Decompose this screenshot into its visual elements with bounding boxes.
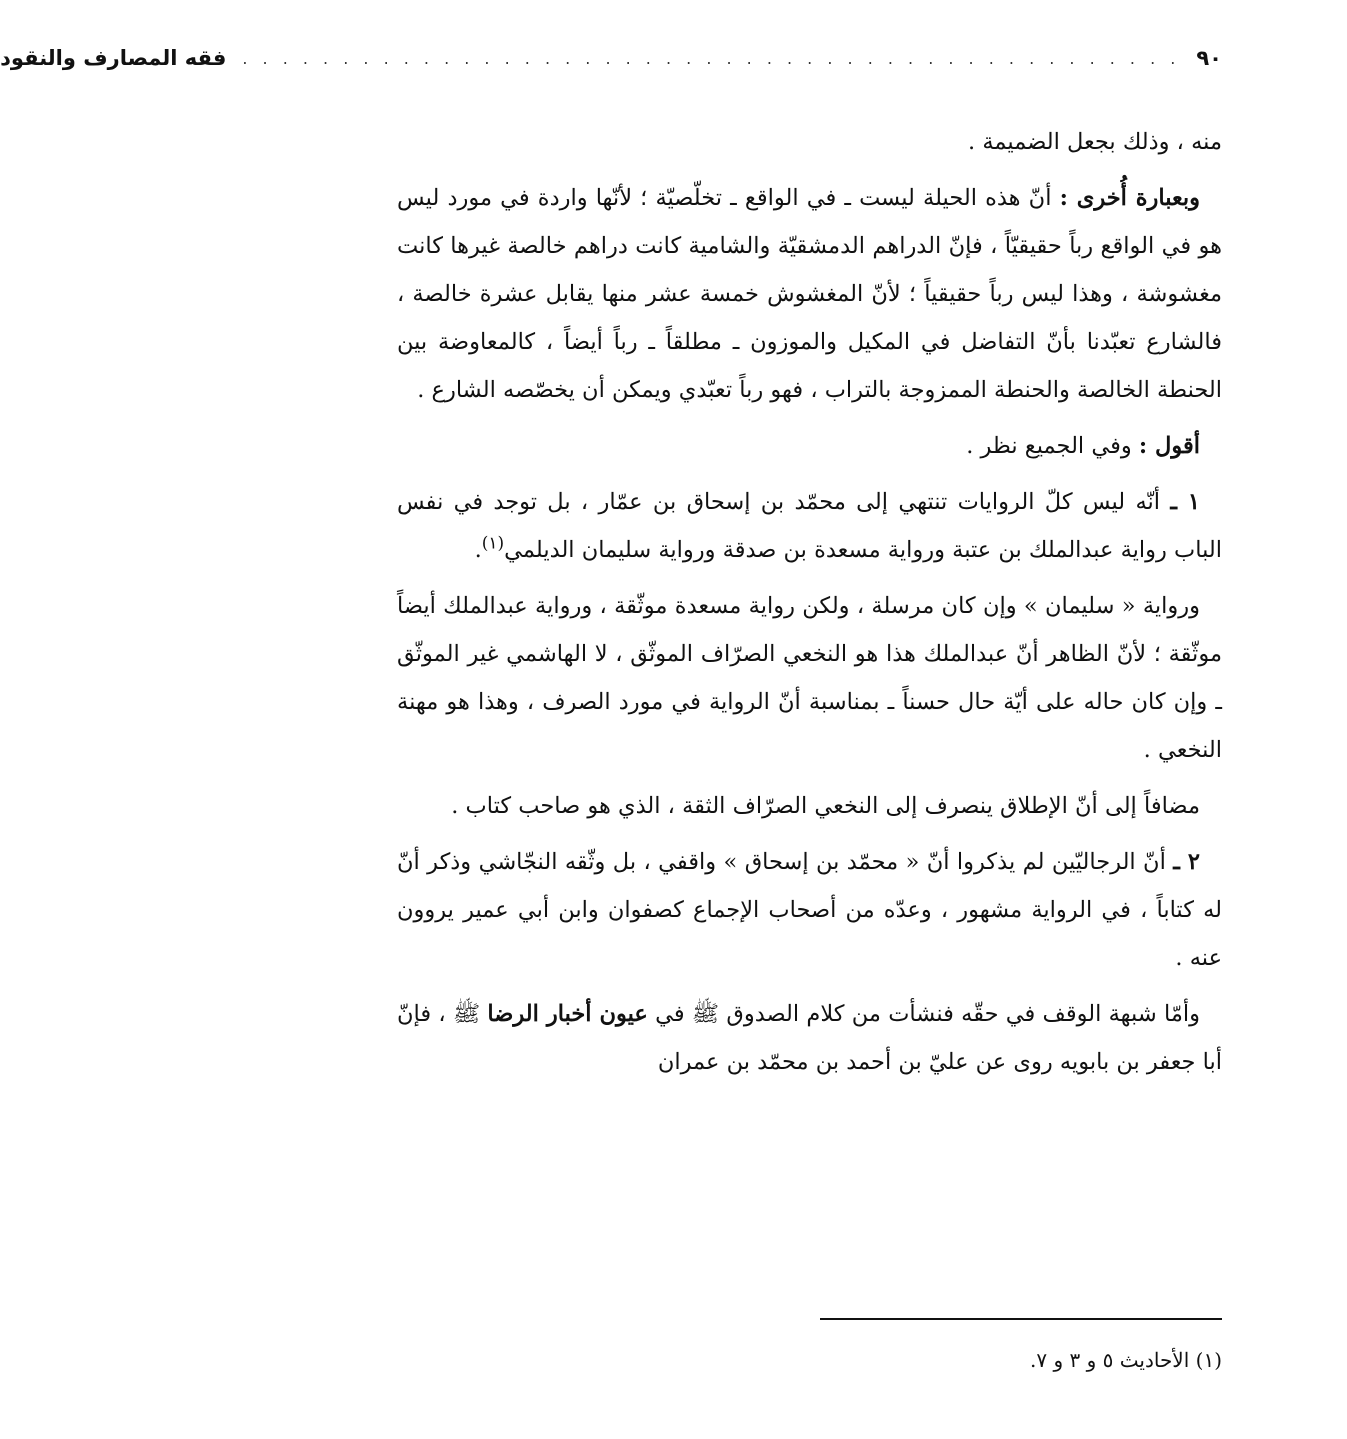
paragraph-3-lead: أقول : bbox=[1138, 433, 1200, 459]
footnote-divider bbox=[820, 1318, 1222, 1320]
header-leader-dots: . . . . . . . . . . . . . . . . . . . . . . . . . . . . . . . . . . . . . . . . . . . . . . . bbox=[242, 48, 1181, 68]
paragraph-7-text: أنّ الرجاليّين لم يذكروا أنّ « محمّد بن إسحاق » واقفي ، بل وثّقه النجّاشي وذكر أنّ له كتاباً ، في الرواية مشهور ، وعدّه من أصحاب الإجماع كصفوان وابن أبي عمير يروون عنه . bbox=[397, 849, 1222, 971]
footnote-reference[interactable]: (١) bbox=[481, 533, 505, 554]
footnote-text: (١) الأحاديث ٥ و ٣ و ٧. bbox=[1030, 1348, 1222, 1372]
running-header bbox=[0, 38, 1222, 78]
paragraph-2-text: أنّ هذه الحيلة ليست ـ في الواقع ـ تخلّصيّة ؛ لأنّها واردة في مورد ليس هو في الواقع رباً حقيقيّاً ، فإنّ الدراهم الدمشقيّة والشامية كانت دراهم خالصة غيرها كانت مغشوشة ، وهذا ليس رباً حقيقياً ؛ لأنّ المغشوش خمسة عشر منها يقابل عشرة خالصة ، فالشارع تعبّدنا بأنّ التفاضل في المكيل والموزون ـ مطلقاً ـ رباً أيضاً ، كالمعاوضة بين الحنطة الخالصة والحنطة الممزوجة بالتراب ، فهو رباً تعبّدي ويمكن أن يخصّصه الشارع . bbox=[397, 185, 1222, 403]
paragraph-5-text: ورواية « سليمان » وإن كان مرسلة ، ولكن رواية مسعدة موثّقة ، ورواية عبدالملك أيضاً موثّقة ؛ لأنّ الظاهر أنّ عبدالملك هذا هو النخعي الصرّاف الموثّق ، لا الهاشمي غير الموثّق ـ وإن كان حاله على أيّة حال حسناً ـ بمناسبة أنّ الرواية في مورد الصرف ، وهذا هو مهنة النخعي . bbox=[397, 593, 1222, 763]
paragraph-5 bbox=[397, 582, 1222, 774]
paragraph-2 bbox=[397, 174, 1222, 414]
paragraph-3-text: وفي الجميع نظر . bbox=[966, 433, 1139, 459]
point-2-number: ٢ ـ bbox=[1173, 849, 1200, 875]
paragraph-8-book-title: عيون أخبار الرضا bbox=[487, 1001, 648, 1027]
paragraph-3 bbox=[397, 422, 1222, 470]
paragraph-1-text: منه ، وذلك بجعل الضميمة . bbox=[968, 129, 1222, 155]
paragraph-8 bbox=[397, 990, 1222, 1086]
paragraph-6-text: مضافاً إلى أنّ الإطلاق ينصرف إلى النخعي الصرّاف الثقة ، الذي هو صاحب كتاب . bbox=[451, 793, 1200, 819]
paragraph-7 bbox=[397, 838, 1222, 982]
paragraph-4-end: . bbox=[474, 537, 482, 563]
paragraph-2-lead: وبعبارة أُخرى : bbox=[1059, 185, 1200, 211]
book-title: فقه المصارف والنقود bbox=[0, 46, 227, 70]
paragraph-8-start: وأمّا شبهة الوقف في حقّه فنشأت من كلام الصدوق ﷺ في bbox=[647, 1001, 1200, 1027]
page-number: ٩٠ bbox=[1196, 46, 1222, 70]
paragraph-4 bbox=[397, 478, 1222, 574]
footnote bbox=[397, 1345, 1222, 1375]
body-text bbox=[397, 118, 1222, 1094]
point-1-number: ١ ـ bbox=[1170, 489, 1200, 515]
paragraph-1 bbox=[397, 118, 1222, 166]
paragraph-6 bbox=[397, 782, 1222, 830]
paragraph-4-text: أنّه ليس كلّ الروايات تنتهي إلى محمّد بن إسحاق بن عمّار ، بل توجد في نفس الباب رواية عبدالملك بن عتبة ورواية مسعدة بن صدقة ورواية سليمان الديلمي bbox=[397, 489, 1222, 563]
paragraph-8-end: ﷺ ، فإنّ أبا جعفر بن بابويه روى عن عليّ بن أحمد بن محمّد بن عمران bbox=[397, 1001, 1222, 1075]
